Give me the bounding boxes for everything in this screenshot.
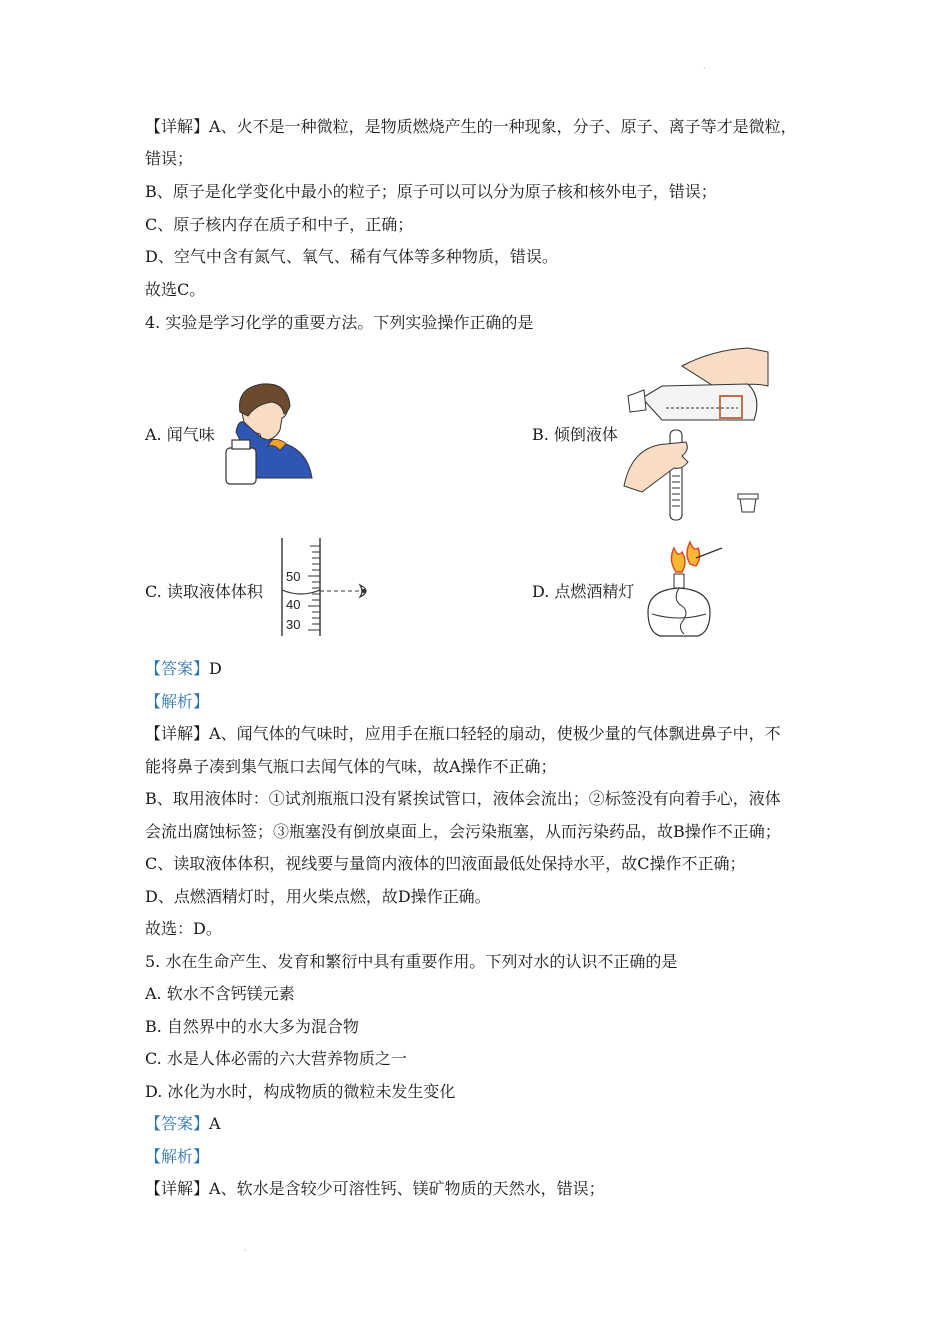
cylinder-label-30: 30: [286, 617, 301, 632]
q5-answer: [145, 1113, 221, 1135]
q3-detail-line-1: 【详解】A、火不是一种微粒，是物质燃烧产生的一种现象，分子、原子、离子等才是微粒，: [145, 117, 797, 136]
cylinder-label-50: 50: [286, 569, 301, 584]
q5-option-d: D. 冰化为水时，构成物质的微粒未发生变化: [145, 1082, 456, 1101]
detail-tag: 【详解】: [145, 117, 210, 136]
q4-detail-line-4: 会流出腐蚀标签；③瓶塞没有倒放桌面上，会污染瓶塞，从而污染药品，故B操作不正确；: [145, 822, 781, 841]
q3-detail-line-3: B、原子是化学变化中最小的粒子；原子可以可以分为原子核和核外电子，错误；: [145, 182, 717, 201]
q5-option-c: C. 水是人体必需的六大营养物质之一: [145, 1049, 407, 1068]
detail-tag: 【详解】: [145, 1179, 210, 1198]
q3-conclusion: 故选C。: [145, 280, 206, 299]
q4-option-a: A. 闻气味: [145, 425, 215, 444]
q4-detail-line-5: C、读取液体体积，视线要与量筒内液体的凹液面最低处保持水平，故C操作不正确；: [145, 854, 746, 873]
pouring-liquid-illustration: [622, 346, 772, 524]
q3-detail-line-4: C、原子核内存在质子和中子，正确；: [145, 215, 414, 234]
q4-conclusion: 故选：D。: [145, 919, 222, 938]
smelling-illustration: [222, 382, 316, 488]
q4-detail-line-1: 【详解】A、闻气体的气味时，应用手在瓶口轻轻的扇动，使极少量的气体飘进鼻子中，不: [145, 724, 781, 743]
q4-detail-line-6: D、点燃酒精灯时，用火柴点燃，故D操作正确。: [145, 887, 491, 906]
q3-detail-line-5: D、空气中含有氮气、氧气、稀有气体等多种物质，错误。: [145, 247, 558, 266]
alcohol-lamp-illustration: [638, 540, 726, 640]
q5-analysis-tag: 【解析】: [145, 1147, 210, 1166]
q5-option-b: B. 自然界中的水大多为混合物: [145, 1017, 359, 1036]
q4-option-b: B. 倾倒液体: [532, 425, 618, 444]
q4-option-c: C. 读取液体体积: [145, 582, 263, 601]
q4-answer: [145, 658, 222, 680]
answer-tag: 【答案】: [145, 659, 210, 678]
q5-stem: 5. 水在生命产生、发育和繁衍中具有重要作用。下列对水的认识不正确的是: [145, 952, 678, 971]
answer-tag: 【答案】: [145, 1114, 210, 1133]
q4-stem: 4. 实验是学习化学的重要方法。下列实验操作正确的是: [145, 313, 534, 332]
q3-detail-line-2: 错误；: [145, 149, 194, 168]
scan-speck: ·: [703, 64, 706, 73]
q4-analysis-tag: 【解析】: [145, 692, 210, 711]
q5-option-a: A. 软水不含钙镁元素: [145, 984, 295, 1003]
answer-value: D: [209, 659, 222, 678]
detail-tag: 【详解】: [145, 724, 210, 743]
q4-option-d: D. 点燃酒精灯: [532, 582, 635, 601]
cylinder-label-40: 40: [286, 597, 301, 612]
answer-value: A: [209, 1114, 221, 1133]
q4-detail-line-2: 能将鼻子凑到集气瓶口去闻气体的气味，故A操作不正确；: [145, 757, 557, 776]
q4-detail-line-3: B、取用液体时：①试剂瓶瓶口没有紧挨试管口，液体会流出；②标签没有向着手心，液体: [145, 789, 781, 808]
scan-speck: ·: [244, 1246, 247, 1255]
q5-detail-line-1: 【详解】A、软水是含较少可溶性钙、镁矿物质的天然水，错误；: [145, 1179, 605, 1198]
cylinder-reading-illustration: [278, 538, 378, 638]
